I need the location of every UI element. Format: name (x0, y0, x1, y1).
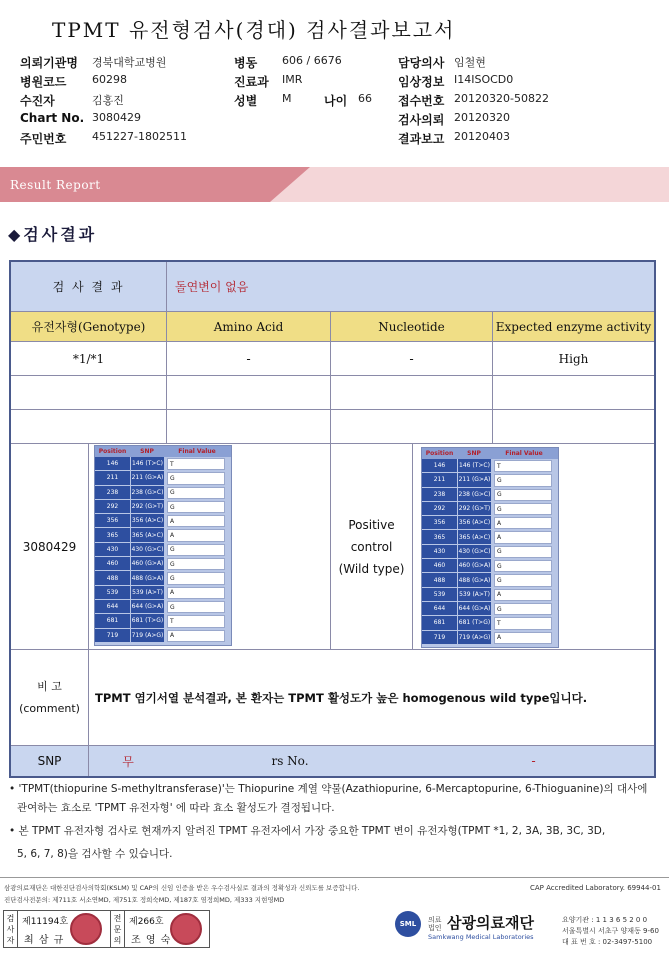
examiner-license: 제11194호 (22, 917, 69, 927)
control-label (331, 444, 413, 650)
table-row (95, 629, 231, 643)
label-chart-no: Chart No. (20, 111, 85, 125)
snp-cell: 430 (G>C) (457, 545, 491, 559)
snp-header-1: SNP (140, 448, 154, 455)
snp-cell: 719 (A>G) (130, 629, 164, 643)
snp-cell: 539 (422, 588, 457, 602)
snp-cell: G (494, 489, 552, 501)
snp-cell: 292 (422, 502, 457, 516)
footnote-2: 관여하는 효소로 'TPMT 유전자형' 에 따라 효소 활성도가 결정됩니다. (17, 802, 335, 814)
label-age: 나이 (324, 94, 348, 108)
footnote-4: 5, 6, 7, 8)을 검사할 수 있습니다. (17, 848, 173, 860)
contact-code: 요양기관 : 1 1 3 6 5 2 0 0 (562, 916, 648, 924)
table-row (95, 543, 231, 557)
label-sex: 성별 (234, 94, 258, 108)
snp-cell: 211 (G>A) (457, 473, 491, 487)
snp-cell: 460 (95, 557, 130, 571)
snp-cell: 719 (A>G) (457, 631, 491, 645)
snp-cell: G (494, 503, 552, 515)
snp-cell: 539 (A>T) (130, 586, 164, 600)
result-label: 검 사 결 과 (11, 262, 167, 312)
cap-accreditation: CAP Accredited Laboratory. 69944-01 (530, 884, 661, 892)
snp-cell: A (494, 632, 552, 644)
snp-cell: 681 (T>G) (130, 614, 164, 628)
table-row (422, 530, 558, 544)
label-department: 진료과 (234, 75, 269, 89)
snp-cell: A (167, 515, 225, 527)
table-row (95, 571, 231, 585)
value-doctor: 임철현 (454, 56, 486, 69)
snp-cell: G (167, 544, 225, 556)
snp-cell: A (167, 529, 225, 541)
snp-table-header (95, 446, 231, 457)
org-english: Samkwang Medical Laboratories (428, 933, 534, 941)
snp-cell: 644 (G>A) (130, 600, 164, 614)
snp-cell: 488 (422, 573, 457, 587)
label-receipt-no: 접수번호 (398, 94, 445, 108)
nucleotide-value: - (331, 342, 493, 376)
value-chart-no: 3080429 (92, 111, 141, 124)
table-row (95, 457, 231, 471)
cert-line-2: 진단검사전문의: 제711호 서소연MD, 제751호 정희숙MD, 제187호 염정희MD, 제333 지현영MD (4, 896, 285, 904)
col-genotype: 유전자형(Genotype) (11, 312, 167, 342)
snp-cell: T (167, 458, 225, 470)
snp-cell: T (494, 617, 552, 629)
snp-header-0: Position (98, 448, 127, 455)
cert-line-1: 삼광의료재단은 대한진단검사의학회(KSLM) 및 CAP의 신임 인증을 받은 우수검사실로 결과의 정확성과 신뢰도를 보증합니다. (4, 884, 360, 892)
comment-label-en: (comment) (19, 701, 80, 715)
table-row (422, 545, 558, 559)
snp-cell: G (167, 487, 225, 499)
snp-cell: 430 (G>C) (130, 543, 164, 557)
snp-cell: A (494, 517, 552, 529)
table-row (95, 586, 231, 600)
section-title: ◆검사결과 (8, 225, 98, 244)
label-request-date: 검사의뢰 (398, 113, 445, 127)
snp-cell: 211 (95, 471, 130, 485)
snp-cell: 365 (95, 528, 130, 542)
snp-cell: 146 (T>C) (457, 459, 491, 473)
table-row (422, 516, 558, 530)
snp-cell: 356 (A>C) (130, 514, 164, 528)
table-row (95, 514, 231, 528)
table-row (422, 631, 558, 645)
examiner-name: 최 삼 규 (24, 935, 65, 946)
report-title: TPMT 유전형검사(경대) 검사결과보고서 (52, 18, 456, 42)
col-amino-acid: Amino Acid (167, 312, 331, 342)
snp-cell: 681 (95, 614, 130, 628)
snp-cell: 292 (G>T) (457, 502, 491, 516)
snp-cell: 211 (G>A) (130, 471, 164, 485)
control-label-3: (Wild type) (338, 561, 405, 576)
contact-phone: 대 표 번 호 : 02-3497-5100 (562, 938, 653, 946)
snp-cell: A (167, 587, 225, 599)
value-patient: 김홍진 (92, 94, 124, 107)
snp-cell: 488 (G>A) (130, 571, 164, 585)
snp-cell: G (167, 601, 225, 613)
sml-logo-icon: SML (395, 911, 421, 937)
snp-cell: 292 (G>T) (130, 500, 164, 514)
specialist-side: 전문의 (111, 911, 125, 947)
value-institution: 경북대학교병원 (92, 56, 167, 69)
snp-cell: 488 (95, 571, 130, 585)
snp-cell: 146 (T>C) (130, 457, 164, 471)
result-report-banner (0, 167, 669, 202)
contact-address: 서울특별시 서초구 양재동 9-60 (562, 927, 659, 935)
snp-header-2: Final Value (505, 450, 543, 457)
table-row (95, 557, 231, 571)
control-label-1: Positive (348, 517, 395, 532)
col-nucleotide: Nucleotide (331, 312, 493, 342)
label-patient: 수진자 (20, 94, 55, 108)
snp-cell: 356 (422, 516, 457, 530)
snp-cell: 146 (95, 457, 130, 471)
specialist-license: 제266호 (129, 917, 164, 927)
snp-cell: G (494, 574, 552, 586)
value-sex: M (282, 92, 292, 105)
value-hospital-code: 60298 (92, 73, 127, 86)
label-resident-no: 주민번호 (20, 132, 67, 146)
value-clinical-info: I14ISOCD0 (454, 73, 514, 86)
snp-cell: 238 (G>C) (457, 488, 491, 502)
table-row (422, 488, 558, 502)
label-report-date: 결과보고 (398, 132, 445, 146)
table-row (95, 486, 231, 500)
col-enzyme-activity: Expected enzyme activity (493, 312, 654, 342)
snp-cell: A (167, 630, 225, 642)
snp-cell: 365 (422, 530, 457, 544)
snp-cell: 644 (G>A) (457, 602, 491, 616)
snp-cell: G (167, 472, 225, 484)
snp-cell: 356 (95, 514, 130, 528)
rs-no-label: rs No. (167, 746, 413, 776)
table-row (422, 559, 558, 573)
snp-cell: 238 (95, 486, 130, 500)
value-receipt-no: 20120320-50822 (454, 92, 549, 105)
snp-cell: 146 (422, 459, 457, 473)
table-row (422, 602, 558, 616)
label-clinical-info: 임상정보 (398, 75, 445, 89)
snp-cell: 211 (422, 473, 457, 487)
value-resident-no: 451227-1802511 (92, 130, 187, 143)
table-row (95, 600, 231, 614)
comment-label-ko: 비 고 (37, 679, 62, 693)
org-prefix: 의료법인 (428, 916, 442, 932)
snp-cell: G (167, 572, 225, 584)
value-age: 66 (358, 92, 372, 105)
snp-header-2: Final Value (178, 448, 216, 455)
label-institution: 의뢰기관명 (20, 56, 78, 70)
value-ward: 606 / 6676 (282, 54, 342, 67)
snp-cell: 238 (422, 488, 457, 502)
value-department: IMR (282, 73, 303, 86)
comment-text: TPMT 염기서열 분석결과, 본 환자는 TPMT 활성도가 높은 homogenous wild type입니다. (95, 690, 588, 705)
specialist-seal-icon (170, 913, 202, 945)
snp-cell: G (167, 558, 225, 570)
snp-cell: G (494, 546, 552, 558)
table-row (422, 502, 558, 516)
snp-cell: 238 (G>C) (130, 486, 164, 500)
snp-cell: 460 (422, 559, 457, 573)
snp-cell: 365 (A>C) (130, 528, 164, 542)
amino-acid-value: - (167, 342, 331, 376)
table-row (95, 528, 231, 542)
table-row (95, 471, 231, 485)
snp-cell: 644 (422, 602, 457, 616)
label-doctor: 담당의사 (398, 56, 445, 70)
table-row (422, 473, 558, 487)
snp-table-header (422, 448, 558, 459)
snp-cell: 430 (422, 545, 457, 559)
snp-cell: A (494, 589, 552, 601)
snp-cell: 430 (95, 543, 130, 557)
snp-header-0: Position (425, 450, 454, 457)
table-row (422, 459, 558, 473)
patient-snp-table (94, 445, 232, 646)
sample-id: 3080429 (11, 444, 89, 650)
table-row (422, 588, 558, 602)
label-hospital-code: 병원코드 (20, 75, 67, 89)
result-value: 돌연변이 없음 (175, 280, 249, 294)
snp-cell: A (494, 531, 552, 543)
examiner-seal-icon (70, 913, 102, 945)
snp-cell: 719 (422, 631, 457, 645)
genotype-value: *1/*1 (11, 342, 167, 376)
banner-label: Result Report (10, 178, 101, 192)
patient-info (20, 54, 660, 149)
table-row (95, 614, 231, 628)
org-name: 삼광의료재단 (447, 914, 534, 932)
control-label-2: control (350, 539, 393, 554)
enzyme-activity-value: High (493, 342, 654, 376)
snp-cell: G (167, 501, 225, 513)
snp-cell: T (167, 615, 225, 627)
snp-cell: 460 (G>A) (457, 559, 491, 573)
examiner-side: 검사자 (4, 911, 18, 947)
value-report-date: 20120403 (454, 130, 510, 143)
snp-cell: 488 (G>A) (457, 573, 491, 587)
footnote-3: • 본 TPMT 유전자형 검사로 현재까지 알려진 TPMT 유전자에서 가장 중요한 TPMT 변이 유전자형(TPMT *1, 2, 3A, 3B, 3C, 3D, (9, 825, 606, 837)
snp-cell: G (494, 560, 552, 572)
snp-cell: 681 (T>G) (457, 616, 491, 630)
label-ward: 병동 (234, 56, 258, 70)
snp-value: 무 (89, 746, 167, 776)
specialist-name: 조 영 숙 (131, 935, 172, 946)
value-request-date: 20120320 (454, 111, 510, 124)
table-row (422, 573, 558, 587)
snp-header-1: SNP (467, 450, 481, 457)
rs-no-value: - (413, 746, 654, 776)
control-snp-table (421, 447, 559, 648)
snp-cell: T (494, 460, 552, 472)
footnote-1: • 'TPMT(thiopurine S-methyltransferase)'는 Thiopurine 계열 약물(Azathiopurine, 6-Mercaptopurine, 6-Thioguanine)의 대사에 (9, 783, 648, 795)
snp-cell: 644 (95, 600, 130, 614)
snp-cell: 460 (G>A) (130, 557, 164, 571)
snp-cell: 292 (95, 500, 130, 514)
snp-cell: 356 (A>C) (457, 516, 491, 530)
comment-label (11, 650, 89, 746)
snp-cell: G (494, 474, 552, 486)
snp-cell: G (494, 603, 552, 615)
snp-cell: 365 (A>C) (457, 530, 491, 544)
snp-cell: 719 (95, 629, 130, 643)
snp-cell: 681 (422, 616, 457, 630)
snp-cell: 539 (95, 586, 130, 600)
snp-cell: 539 (A>T) (457, 588, 491, 602)
table-row (422, 616, 558, 630)
snp-label: SNP (11, 746, 89, 776)
table-row (95, 500, 231, 514)
